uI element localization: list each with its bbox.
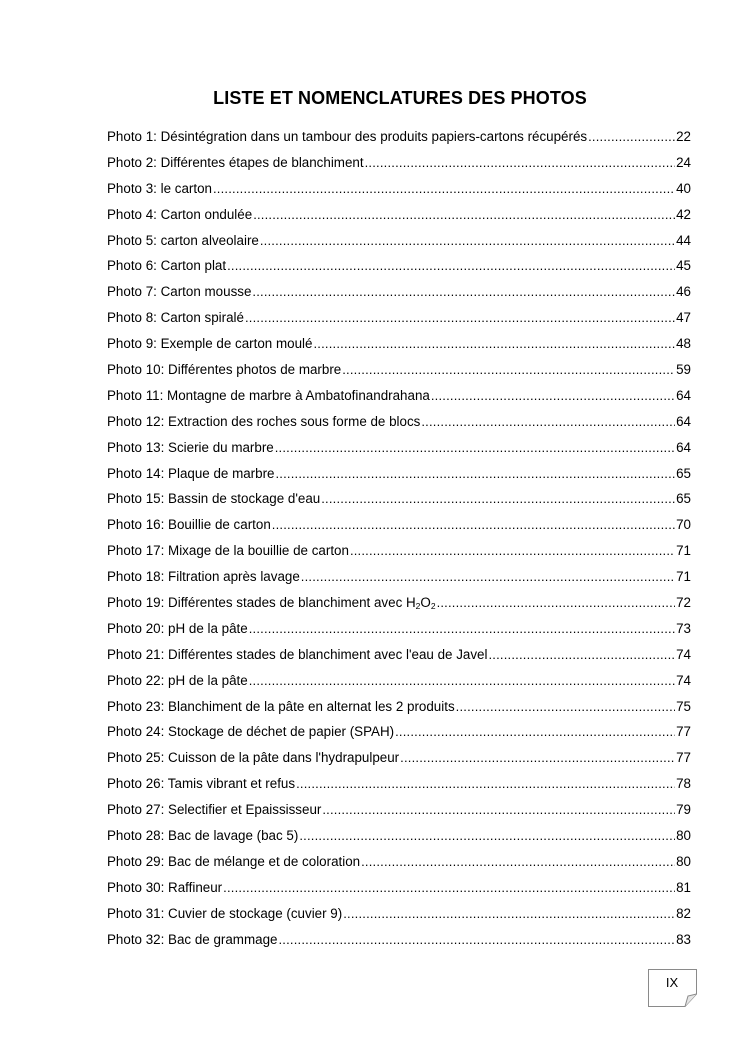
entry-page-number: 22 [676, 129, 691, 144]
entry-page-number: 42 [676, 206, 691, 222]
toc-entry[interactable] [107, 797, 691, 823]
toc-entry[interactable] [107, 694, 691, 720]
entry-page-number: 83 [676, 931, 691, 947]
entry-label: Photo 6: Carton plat [107, 258, 227, 274]
entry-page-number: 59 [676, 362, 691, 378]
entry-label: Photo 31: Cuvier de stockage (cuvier 9) [107, 905, 343, 921]
entry-label: Photo 10: Différentes photos de marbre [107, 362, 342, 378]
dot-leader [343, 901, 675, 927]
entry-page-number: 65 [676, 491, 691, 507]
dot-leader [249, 616, 675, 642]
toc-entry[interactable] [107, 305, 691, 331]
dot-leader [437, 590, 676, 616]
dot-leader [395, 719, 675, 745]
dot-leader [350, 538, 675, 564]
toc-entry[interactable] [107, 875, 691, 901]
entry-page-number: 64 [676, 387, 691, 403]
entry-label: Photo 30: Raffineur [107, 879, 223, 895]
entry-page-number: 71 [676, 569, 691, 585]
entry-label: Photo 29: Bac de mélange et de coloration [107, 853, 361, 869]
entry-page-number: 80 [676, 853, 691, 869]
dot-leader [276, 461, 676, 487]
entry-page-number: 81 [676, 879, 691, 895]
entry-label: Photo 22: pH de la pâte [107, 672, 248, 688]
toc-entry[interactable] [107, 357, 691, 383]
entry-page-number: 45 [676, 258, 691, 274]
toc-entry[interactable] [107, 435, 691, 461]
dot-leader [313, 331, 675, 357]
dot-leader [272, 512, 675, 538]
dot-leader [227, 253, 675, 279]
toc-entry[interactable] [107, 564, 691, 590]
entry-label: Photo 21: Différentes stades de blanchiment avec l'eau de Javel [107, 646, 488, 662]
entry-label: Photo 5: carton alveolaire [107, 232, 259, 248]
entry-label: Photo 26: Tamis vibrant et refus [107, 776, 296, 792]
toc-entry[interactable] [107, 745, 691, 771]
entry-label: Photo 32: Bac de grammage [107, 931, 278, 947]
page-title: LISTE ET NOMENCLATURES DES PHOTOS [213, 88, 587, 108]
toc-entry[interactable] [107, 823, 691, 849]
entry-page-number: 75 [676, 698, 691, 714]
entry-page-number: 65 [676, 465, 691, 481]
entry-page-number: 80 [676, 828, 691, 844]
dot-leader [321, 486, 675, 512]
entry-label-oxygen: O [420, 595, 431, 611]
entry-label: Photo 2: Différentes étapes de blanchiment [107, 154, 364, 170]
entry-label: Photo 16: Bouillie de carton [107, 517, 271, 533]
entry-page-number: 70 [676, 517, 691, 533]
dot-leader [278, 927, 675, 953]
dot-leader [223, 875, 675, 901]
entry-label: Photo 24: Stockage de déchet de papier (SPAH) [107, 724, 395, 740]
dot-leader [322, 797, 675, 823]
toc-entry[interactable] [107, 668, 691, 694]
photo-list [107, 124, 691, 953]
dot-leader [245, 305, 675, 331]
entry-page-number: 71 [676, 543, 691, 559]
page-number: IX [665, 975, 679, 990]
toc-entry[interactable] [107, 176, 691, 202]
toc-entry[interactable] [107, 590, 691, 616]
entry-page-number: 64 [676, 413, 691, 429]
entry-label: Photo 11: Montagne de marbre à Ambatofinandrahana [107, 387, 430, 403]
toc-entry[interactable] [107, 124, 691, 150]
entry-label: Photo 18: Filtration après lavage [107, 569, 300, 585]
entry-label: Photo 27: Selectifier et Epaississeur [107, 802, 322, 818]
entry-label: Photo 25: Cuisson de la pâte dans l'hydrapulpeur [107, 750, 400, 766]
dot-leader [400, 745, 675, 771]
entry-page-number: 48 [676, 336, 691, 352]
toc-entry[interactable] [107, 486, 691, 512]
dot-leader [431, 383, 675, 409]
entry-label: Photo 3: le carton [107, 180, 212, 196]
entry-page-number: 72 [676, 595, 691, 611]
entry-label: Photo 7: Carton mousse [107, 284, 252, 300]
dot-leader [342, 357, 675, 383]
dot-leader [275, 435, 675, 461]
entry-label: Photo 14: Plaque de marbre [107, 465, 275, 481]
entry-page-number: 64 [676, 439, 691, 455]
toc-entry[interactable] [107, 253, 691, 279]
toc-entry[interactable] [107, 383, 691, 409]
toc-entry[interactable] [107, 228, 691, 254]
entry-label [107, 590, 436, 616]
toc-entry[interactable] [107, 461, 691, 487]
entry-label: Photo 13: Scierie du marbre [107, 439, 274, 455]
subscript-2: 2 [415, 601, 421, 612]
toc-entry[interactable] [107, 849, 691, 875]
entry-page-number: 79 [676, 802, 691, 818]
entry-label-text: Photo 19: Différentes stades de blanchiment avec H [107, 595, 416, 611]
toc-entry[interactable] [107, 901, 691, 927]
toc-entry[interactable] [107, 202, 691, 228]
toc-entry[interactable] [107, 150, 691, 176]
entry-page-number: 44 [676, 232, 691, 248]
entry-page-number: 78 [676, 776, 691, 792]
dot-leader [296, 771, 675, 797]
dot-leader [299, 823, 675, 849]
entry-label: Photo 9: Exemple de carton moulé [107, 336, 313, 352]
dot-leader [213, 176, 675, 202]
entry-page-number: 74 [676, 646, 691, 662]
entry-label: Photo 28: Bac de lavage (bac 5) [107, 828, 299, 844]
entry-page-number: 77 [676, 750, 691, 766]
entry-page-number: 40 [676, 180, 691, 196]
dot-leader [260, 228, 675, 254]
entry-page-number: 82 [676, 905, 691, 921]
entry-label: Photo 4: Carton ondulée [107, 206, 253, 222]
dot-leader [249, 668, 675, 694]
dot-leader [301, 564, 675, 590]
toc-entry[interactable] [107, 642, 691, 668]
entry-page-number: 74 [676, 672, 691, 688]
entry-page-number: 24 [676, 154, 691, 170]
toc-entry[interactable] [107, 279, 691, 305]
toc-entry[interactable] [107, 538, 691, 564]
entry-label: Photo 1: Désintégration dans un tambour des produits papiers-cartons récupérés [107, 129, 588, 144]
entry-label: Photo 17: Mixage de la bouillie de carton [107, 543, 349, 559]
entry-page-number: 47 [676, 310, 691, 326]
toc-entry[interactable] [107, 719, 691, 745]
entry-label: Photo 8: Carton spiralé [107, 310, 244, 326]
dot-leader [253, 202, 675, 228]
toc-entry[interactable] [107, 771, 691, 797]
entry-label: Photo 12: Extraction des roches sous forme de blocs [107, 413, 421, 429]
subscript-2: 2 [430, 601, 436, 612]
page-number-box [648, 969, 696, 1006]
toc-entry[interactable] [107, 409, 691, 435]
entry-page-number: 73 [676, 620, 691, 636]
dot-leader [252, 279, 675, 305]
entry-label: Photo 20: pH de la pâte [107, 620, 248, 636]
dot-leader [361, 849, 675, 875]
toc-entry[interactable] [107, 616, 691, 642]
dot-leader [488, 642, 675, 668]
entry-label: Photo 23: Blanchiment de la pâte en alternat les 2 produits [107, 698, 455, 714]
entry-page-number: 77 [676, 724, 691, 740]
toc-entry[interactable] [107, 512, 691, 538]
toc-entry[interactable] [107, 927, 691, 953]
dot-leader [588, 124, 675, 150]
dot-leader [421, 409, 675, 435]
dot-leader [456, 694, 675, 720]
dot-leader [365, 150, 676, 176]
toc-entry[interactable] [107, 331, 691, 357]
entry-page-number: 46 [676, 284, 691, 300]
entry-label: Photo 15: Bassin de stockage d'eau [107, 491, 321, 507]
